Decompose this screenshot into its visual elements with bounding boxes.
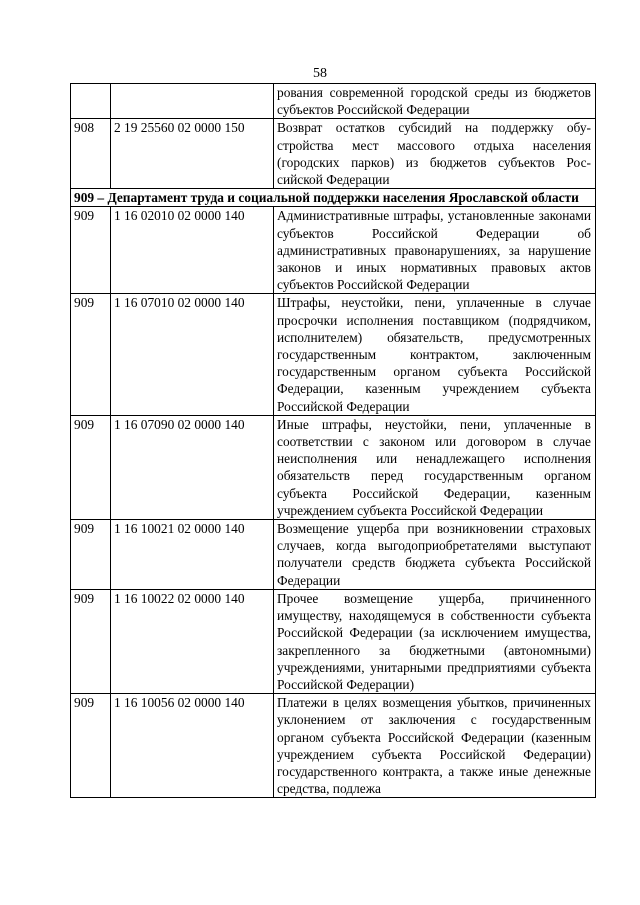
admin-code-cell: 908 [71,119,111,189]
description-cell: Возврат остатков субсидий на поддержку обустройства мест массового отдыха населения (городских парков) из бюджетов субъектов Российской Федерации [274,119,596,189]
budget-code-cell: 1 16 02010 02 0000 140 [111,207,274,294]
admin-code-cell: 909 [71,589,111,693]
table-row [71,294,596,415]
description-cell: Возмещение ущерба при возникновении страховых случаев, когда выгодоприобретателями выступают получатели средств бюджета субъекта Российской Федерации [274,520,596,590]
table-row [71,694,596,798]
description-cell: рования современной городской среды из бюджетов субъектов Российской Федерации [274,84,596,119]
description-cell: Штрафы, неустойки, пени, уплаченные в случае просрочки исполнения поставщиком (подрядчиком, исполнителем) обязательств, предусмотренных государственным контрактом, заключенным государственным органом субъекта Российской Федерации, казенным учреждением субъекта Российской Федерации [274,294,596,415]
department-header-cell [71,189,596,207]
budget-code-cell: 1 16 10022 02 0000 140 [111,589,274,693]
admin-code-cell: 909 [71,415,111,519]
table-row [71,207,596,294]
admin-code-cell: 909 [71,207,111,294]
description-cell: Прочее возмещение ущерба, причиненного имуществу, находящемуся в собственности субъекта Российской Федерации (за исключением имущества, закрепленного за бюджетными (автономными) учреждениями, унитарными предприятиями субъекта Российской Федерации) [274,589,596,693]
description-cell: Иные штрафы, неустойки, пени, уплаченные в соответствии с законом или договором в случае неисполнения или ненадлежащего исполнения обязательств перед государственным органом субъекта Российской Федерации, казенным учреждением субъекта Российской Федерации [274,415,596,519]
revenue-codes-table [70,83,596,798]
table-row [71,415,596,519]
table-row [71,119,596,189]
budget-code-cell: 1 16 07090 02 0000 140 [111,415,274,519]
table-row [71,84,596,119]
budget-code-cell: 2 19 25560 02 0000 150 [111,119,274,189]
admin-code-cell: 909 [71,694,111,798]
page-number: 58 [313,66,327,81]
budget-code-cell: 1 16 10056 02 0000 140 [111,694,274,798]
budget-code-cell: 1 16 07010 02 0000 140 [111,294,274,415]
budget-code-cell [111,84,274,119]
description-cell: Административные штрафы, установленные законами субъектов Российской Федерации об административных правонарушениях, за нарушение законов и иных нормативных правовых актов субъектов Российской Федерации [274,207,596,294]
department-title: 909 – Департамент труда и социальной поддержки населения Ярославской области [74,190,579,206]
table-row [71,520,596,590]
admin-code-cell: 909 [71,520,111,590]
admin-code-cell: 909 [71,294,111,415]
admin-code-cell [71,84,111,119]
budget-code-cell: 1 16 10021 02 0000 140 [111,520,274,590]
department-header-row [71,189,596,207]
table-row [71,589,596,693]
description-cell: Платежи в целях возмещения убытков, причиненных уклонением от заключения с государственным органом субъекта Российской Федерации (казенным учреждением субъекта Российской Федерации) государственного контракта, а также иные денежные средства, подлежа [274,694,596,798]
